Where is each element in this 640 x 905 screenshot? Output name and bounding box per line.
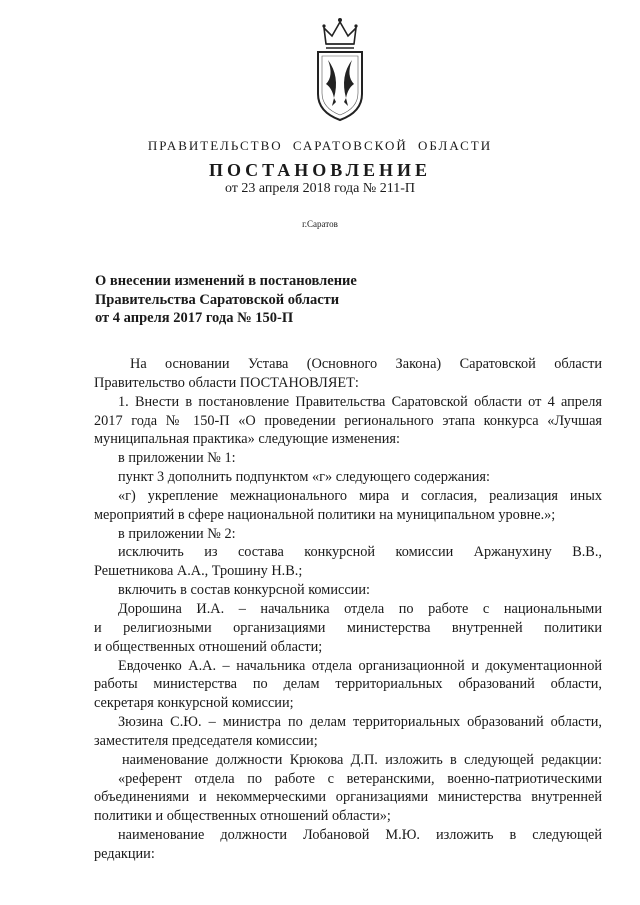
body-line: Евдоченко А.А. – начальника отдела организационной и документационной — [118, 657, 602, 674]
body-line: секретаря конкурсной комиссии; — [94, 695, 294, 712]
body-line: исключить из состава конкурсной комиссии Аржанухину В.В., — [118, 544, 602, 561]
body-line: объединениями и некоммерческими организациями министерства внутренней — [94, 789, 602, 806]
subject-line: О внесении изменений в постановление — [95, 273, 357, 289]
body-line: Правительство области ПОСТАНОВЛЯЕТ: — [94, 374, 359, 391]
body-line: политики и общественных отношений области»; — [94, 808, 391, 825]
body-line: мероприятий в сфере национальной политики на муниципальном уровне.»; — [94, 506, 556, 523]
body-line: Зюзина С.Ю. – министра по делам территориальных образований области, — [118, 714, 602, 731]
saratov-coat-of-arms-icon — [310, 14, 370, 124]
body-line: и общественных отношений области; — [94, 638, 323, 655]
subject-line: Правительства Саратовской области — [95, 291, 340, 308]
body-line: редакции: — [94, 845, 155, 862]
body-line: в приложении № 2: — [118, 525, 236, 542]
body-line: муниципальная практика» следующие изменения: — [94, 431, 400, 448]
body-line: На основании Устава (Основного Закона) Саратовской области — [130, 356, 602, 372]
document-date-number: от 23 апреля 2018 года № 211-П — [224, 181, 416, 196]
body-line: 1. Внести в постановление Правительства Саратовской области от 4 апреля — [118, 393, 602, 410]
body-line: включить в состав конкурсной комиссии: — [118, 582, 370, 599]
body-line: наименование должности Крюкова Д.П. изложить в следующей редакции: — [122, 751, 602, 768]
body-line: Решетникова А.А., Трошину Н.В.; — [94, 563, 303, 580]
subject-line: от 4 апреля 2017 года № 150-П — [95, 310, 294, 326]
city-of-issue: г.Саратов — [302, 219, 338, 229]
body-line: работы министерства по делам территориальных образований области, — [94, 676, 602, 693]
document-body — [94, 355, 602, 864]
body-line: «референт отдела по работе с ветеранскими, военно-патриотическими — [118, 770, 602, 787]
issuing-authority: ПРАВИТЕЛЬСТВО САРАТОВСКОЙ ОБЛАСТИ — [147, 138, 493, 153]
body-line: Дорошина И.А. – начальника отдела по работе с национальными — [118, 600, 602, 617]
body-line: 2017 года № 150-П «О проведении регионального этапа конкурса «Лучшая — [94, 412, 602, 429]
body-line: «г) укрепление межнационального мира и согласия, реализация иных — [118, 487, 602, 504]
body-line: в приложении № 1: — [118, 450, 236, 467]
body-line: заместителя председателя комиссии; — [94, 732, 318, 749]
document-subject — [95, 272, 415, 328]
document-type: ПОСТАНОВЛЕНИЕ — [208, 160, 432, 180]
body-line: и религиозными организациями министерства внутренней политики — [94, 619, 602, 636]
body-line: наименование должности Лобановой М.Ю. изложить в следующей — [118, 827, 602, 844]
body-line: пункт 3 дополнить подпунктом «г» следующего содержания: — [118, 469, 490, 486]
